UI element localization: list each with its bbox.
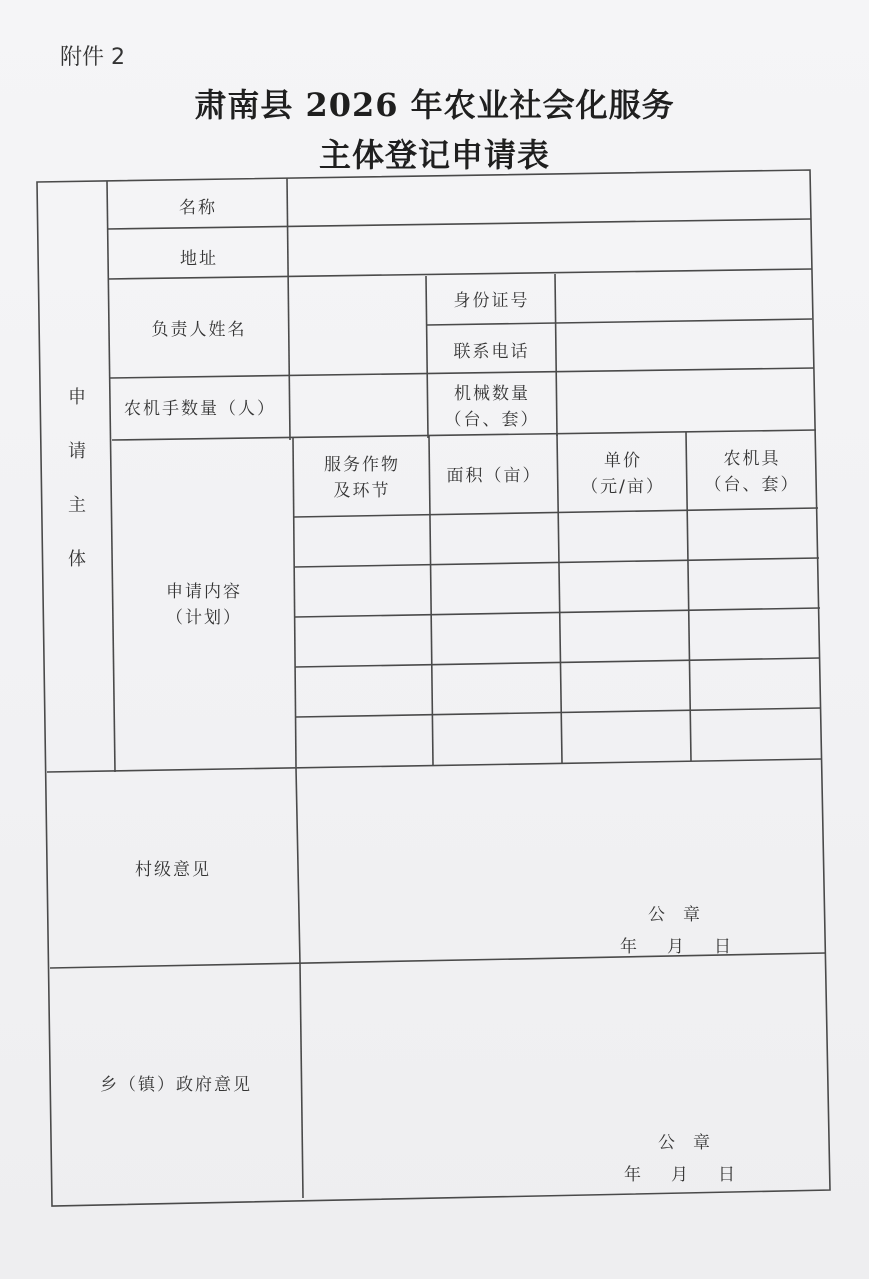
name-label: 名称 (179, 197, 217, 218)
section-char: 体 (68, 549, 86, 570)
section-char: 主 (68, 495, 86, 516)
column-header-line2: （台、套） (704, 475, 800, 495)
phone-field[interactable] (557, 322, 811, 368)
column-header-line1: 面积（亩） (446, 465, 542, 486)
address-label: 地址 (180, 248, 218, 269)
id-label: 身份证号 (453, 290, 530, 311)
phone-label: 联系电话 (453, 341, 530, 362)
township-opinion-label: 乡（镇）政府意见 (100, 1074, 252, 1095)
township-seal-label: 公章 (658, 1133, 728, 1153)
column-header-price (559, 436, 687, 512)
content-label-line2: （计划） (166, 608, 242, 628)
village-opinion-field[interactable] (300, 766, 822, 954)
operators-field[interactable] (291, 378, 427, 436)
column-header-line1: 服务作物 (324, 454, 400, 475)
machines-label (428, 378, 556, 436)
name-field[interactable] (290, 182, 810, 224)
column-header-area (431, 438, 557, 514)
column-header-line2: （元/亩） (581, 477, 665, 497)
column-header-line1: 单价 (604, 450, 642, 471)
village-opinion-label: 村级意见 (135, 859, 211, 880)
machines-field[interactable] (558, 372, 814, 430)
column-header-line1: 农机具 (723, 448, 781, 469)
page-title-line1: 肃南县 2026 年农业社会化服务 (194, 86, 675, 124)
column-header-line2: 及环节 (333, 481, 391, 501)
machines-label-line1: 机械数量 (454, 383, 530, 404)
village-seal-label: 公章 (648, 905, 718, 925)
section-char: 请 (68, 441, 86, 462)
content-label-line1: 申请内容 (166, 581, 242, 602)
section-label-applicant (47, 182, 107, 772)
content-label (114, 442, 294, 768)
address-field[interactable] (290, 228, 810, 270)
column-header-machinery (688, 434, 816, 510)
machines-label-line2: （台、套） (444, 410, 540, 430)
village-date-label: 年月日 (620, 937, 761, 957)
column-header-crop (295, 440, 429, 516)
attachment-label: 附件 2 (60, 45, 125, 70)
township-date-label: 年月日 (624, 1165, 765, 1185)
section-char: 申 (68, 387, 86, 408)
leader-field[interactable] (290, 282, 426, 376)
page-title-line2: 主体登记申请表 (318, 136, 550, 174)
leader-label: 负责人姓名 (151, 319, 247, 340)
operators-label: 农机手数量（人） (124, 398, 276, 419)
id-field[interactable] (557, 274, 811, 318)
